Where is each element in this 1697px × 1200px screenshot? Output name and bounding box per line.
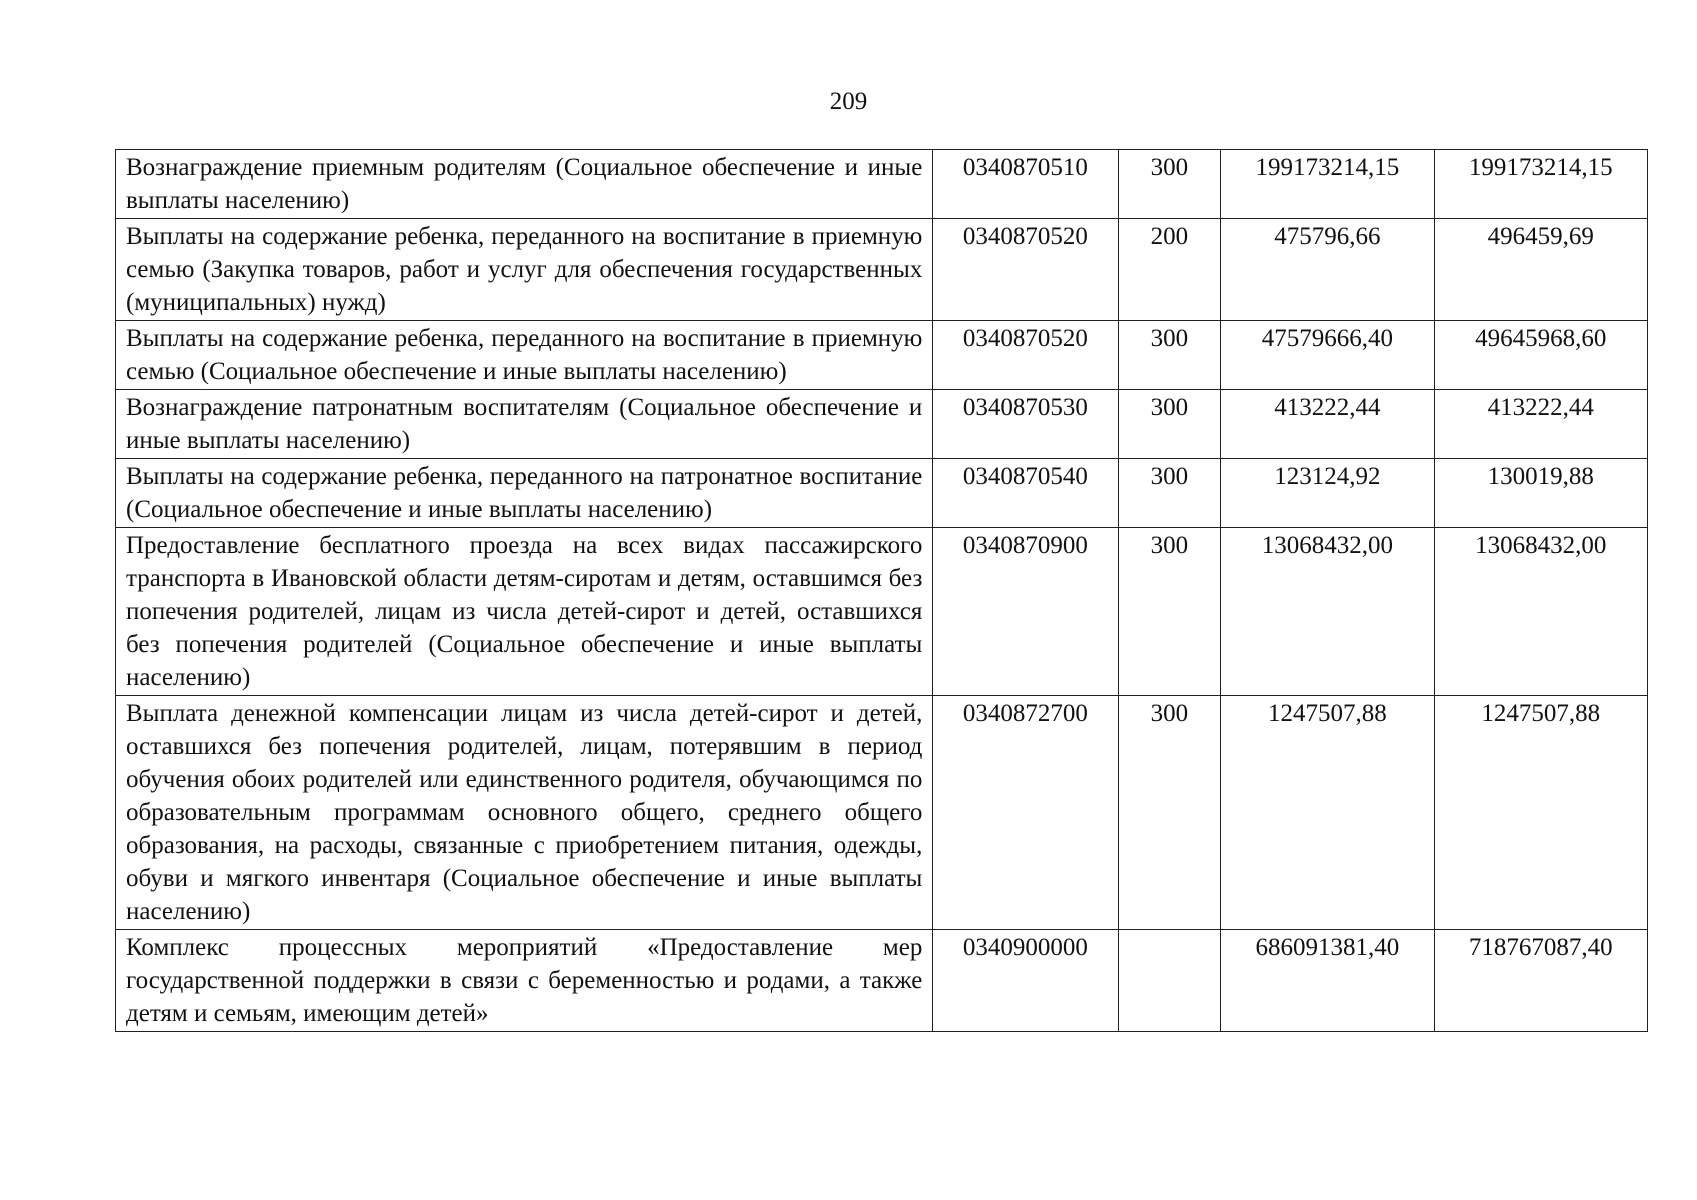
row-name-cell: Вознаграждение приемным родителям (Социальное обеспечение и иные выплаты населению) — [116, 150, 933, 219]
budget-table — [115, 149, 1648, 1032]
table-row — [116, 459, 1648, 528]
row-sum1-cell: 475796,66 — [1221, 219, 1434, 321]
row-sum1-cell: 47579666,40 — [1221, 321, 1434, 390]
table-row — [116, 930, 1648, 1032]
row-sum1-cell: 199173214,15 — [1221, 150, 1434, 219]
row-type-cell: 300 — [1118, 528, 1221, 696]
row-code-cell: 0340870540 — [933, 459, 1118, 528]
row-type-cell: 200 — [1118, 219, 1221, 321]
row-name-cell: Предоставление бесплатного проезда на всех видах пассажирского транспорта в Ивановской области детям-сиротам и детям, оставшимся без попечения родителей, лицам из числа детей-сирот и детей, оставшихся без попечения родителей (Социальное обеспечение и иные выплаты населению) — [116, 528, 933, 696]
row-code-cell: 0340870510 — [933, 150, 1118, 219]
row-code-cell: 0340870530 — [933, 390, 1118, 459]
row-sum2-cell: 496459,69 — [1434, 219, 1647, 321]
row-code-cell: 0340870520 — [933, 219, 1118, 321]
row-code-cell: 0340872700 — [933, 696, 1118, 930]
row-sum1-cell: 686091381,40 — [1221, 930, 1434, 1032]
row-sum2-cell: 49645968,60 — [1434, 321, 1647, 390]
row-sum1-cell: 123124,92 — [1221, 459, 1434, 528]
row-code-cell: 0340900000 — [933, 930, 1118, 1032]
row-name-cell: Выплаты на содержание ребенка, переданного на воспитание в приемную семью (Закупка товаров, работ и услуг для обеспечения государственных (муниципальных) нужд) — [116, 219, 933, 321]
row-name-cell: Выплаты на содержание ребенка, переданного на патронатное воспитание (Социальное обеспечение и иные выплаты населению) — [116, 459, 933, 528]
row-sum2-cell: 13068432,00 — [1434, 528, 1647, 696]
row-sum1-cell: 13068432,00 — [1221, 528, 1434, 696]
row-sum2-cell: 413222,44 — [1434, 390, 1647, 459]
table-row — [116, 321, 1648, 390]
row-type-cell: 300 — [1118, 459, 1221, 528]
row-sum1-cell: 413222,44 — [1221, 390, 1434, 459]
row-type-cell — [1118, 930, 1221, 1032]
row-name-cell: Комплекс процессных мероприятий «Предоставление мер государственной поддержки в связи с беременностью и родами, а также детям и семьям, имеющим детей» — [116, 930, 933, 1032]
row-sum2-cell: 718767087,40 — [1434, 930, 1647, 1032]
page-number: 209 — [829, 88, 868, 115]
row-name-cell: Вознаграждение патронатным воспитателям (Социальное обеспечение и иные выплаты населению) — [116, 390, 933, 459]
row-name-cell: Выплаты на содержание ребенка, переданного на воспитание в приемную семью (Социальное обеспечение и иные выплаты населению) — [116, 321, 933, 390]
row-type-cell: 300 — [1118, 321, 1221, 390]
table-row — [116, 528, 1648, 696]
table-row — [116, 150, 1648, 219]
row-sum2-cell: 199173214,15 — [1434, 150, 1647, 219]
table-row — [116, 219, 1648, 321]
row-sum2-cell: 1247507,88 — [1434, 696, 1647, 930]
row-type-cell: 300 — [1118, 150, 1221, 219]
row-code-cell: 0340870520 — [933, 321, 1118, 390]
row-code-cell: 0340870900 — [933, 528, 1118, 696]
table-row — [116, 390, 1648, 459]
row-sum2-cell: 130019,88 — [1434, 459, 1647, 528]
row-type-cell: 300 — [1118, 696, 1221, 930]
table-row — [116, 696, 1648, 930]
row-type-cell: 300 — [1118, 390, 1221, 459]
row-name-cell: Выплата денежной компенсации лицам из числа детей-сирот и детей, оставшихся без попечения родителей, лицам, потерявшим в период обучения обоих родителей или единственного родителя, обучающимся по образовательным программам основного общего, среднего общего образования, на расходы, связанные с приобретением питания, одежды, обуви и мягкого инвентаря (Социальное обеспечение и иные выплаты населению) — [116, 696, 933, 930]
row-sum1-cell: 1247507,88 — [1221, 696, 1434, 930]
